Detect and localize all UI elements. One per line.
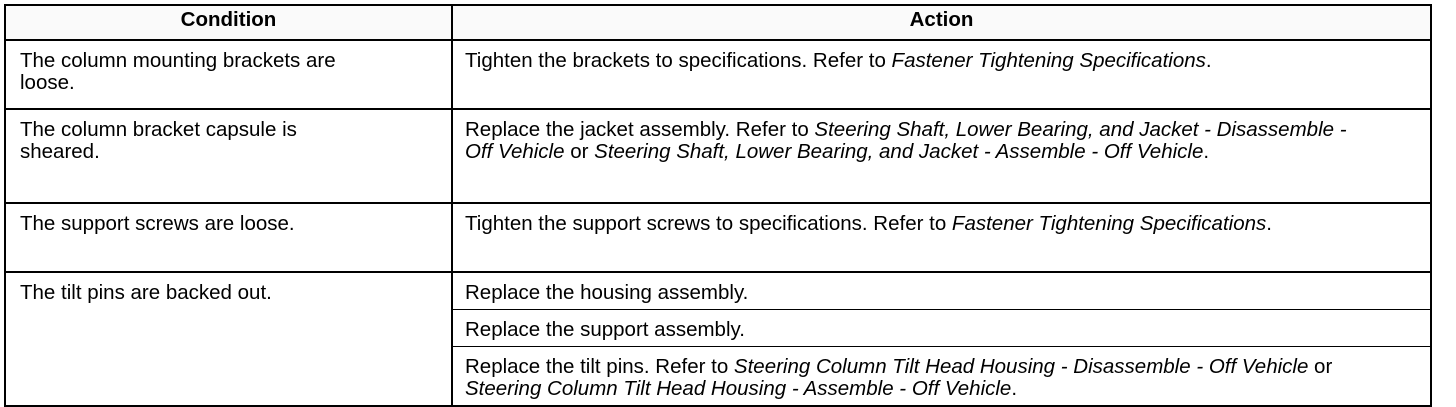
action-item	[453, 41, 1430, 77]
action-text: Replace the tilt pins. Refer to	[465, 355, 734, 378]
header-row	[5, 5, 1431, 40]
action-text: Tighten the support screws to specifications. Refer to	[465, 212, 952, 235]
condition-text: The support screws are loose.	[20, 212, 295, 235]
reference-link[interactable]: Steering Shaft, Lower Bearing, and Jacket - Disassemble - Off Vehicle	[465, 118, 1347, 163]
action-text-end: .	[1203, 140, 1210, 163]
reference-link[interactable]: Steering Column Tilt Head Housing - Disassemble - Off Vehicle	[733, 355, 1309, 378]
reference-link[interactable]: Fastener Tightening Specifications	[891, 49, 1206, 72]
condition-header: Condition	[5, 5, 452, 40]
action-text: Tighten the brackets to specifications. Refer to	[465, 49, 892, 72]
table-row	[5, 109, 1431, 203]
action-text-end: .	[1205, 49, 1212, 72]
action-cell	[452, 203, 1431, 272]
action-item	[453, 309, 1430, 346]
action-item	[453, 204, 1430, 240]
action-cell	[452, 109, 1431, 203]
action-item	[453, 346, 1430, 405]
action-text-end: .	[1011, 377, 1018, 400]
action-connector: or	[564, 140, 595, 163]
action-cell	[452, 272, 1431, 406]
action-text-end: .	[1266, 212, 1272, 235]
condition-text: The tilt pins are backed out.	[20, 281, 272, 304]
action-item	[453, 110, 1430, 168]
condition-cell	[5, 272, 452, 406]
condition-cell	[5, 40, 452, 109]
action-connector: or	[1308, 355, 1333, 378]
action-text: Replace the support assembly.	[465, 318, 745, 341]
reference-link[interactable]: Steering Shaft, Lower Bearing, and Jacket - Assemble - Off Vehicle	[594, 140, 1204, 163]
table-row	[5, 203, 1431, 272]
action-header: Action	[452, 5, 1431, 40]
action-item	[453, 273, 1430, 309]
condition-cell	[5, 109, 452, 203]
action-text: Replace the housing assembly.	[465, 281, 749, 304]
diagnostic-table	[4, 4, 1432, 407]
reference-link[interactable]: Steering Column Tilt Head Housing - Assemble - Off Vehicle	[465, 377, 1012, 400]
condition-text: The column mounting brackets are loose.	[20, 49, 336, 94]
reference-link[interactable]: Fastener Tightening Specifications	[951, 212, 1267, 235]
condition-text: The column bracket capsule is sheared.	[20, 118, 297, 163]
action-text: Replace the jacket assembly. Refer to	[465, 118, 815, 141]
action-cell	[452, 40, 1431, 109]
condition-cell	[5, 203, 452, 272]
table-row	[5, 272, 1431, 406]
table-row	[5, 40, 1431, 109]
